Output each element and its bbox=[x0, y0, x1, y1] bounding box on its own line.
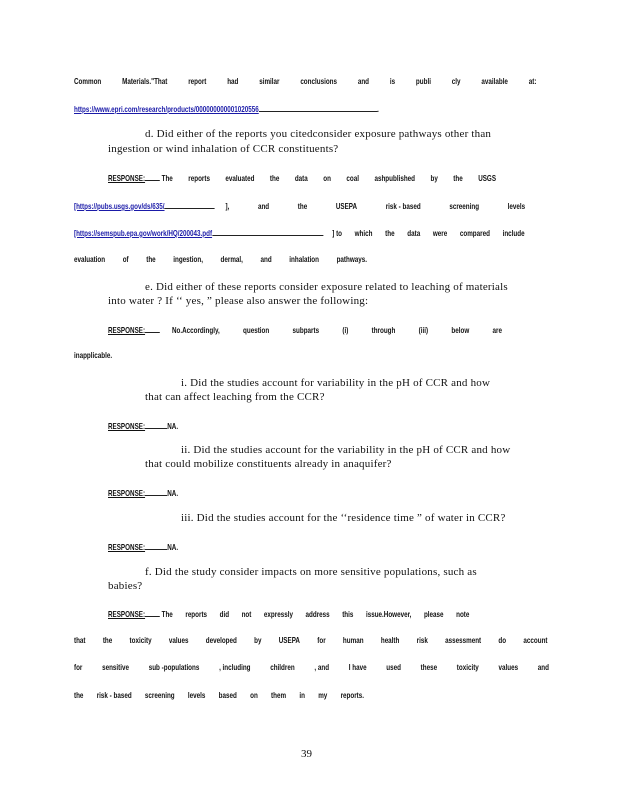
word: expressly bbox=[263, 609, 293, 619]
question-iii-line: iii. Did the studies account for the ‘‘residence time ” of water in CCR? bbox=[181, 512, 506, 524]
word: reports bbox=[185, 609, 208, 619]
word: The bbox=[161, 609, 173, 619]
response-label: RESPONSE: bbox=[108, 542, 146, 552]
word: the bbox=[269, 173, 280, 183]
response-label: RESPONSE: bbox=[108, 173, 146, 183]
response-line: inapplicable. bbox=[74, 350, 113, 360]
word: similar bbox=[259, 76, 280, 86]
word: the bbox=[453, 173, 463, 183]
word: sub -populations bbox=[148, 662, 200, 672]
word: children bbox=[270, 662, 295, 672]
na-text: NA. bbox=[167, 488, 179, 498]
word: USEPA bbox=[278, 635, 300, 645]
word: used bbox=[386, 662, 401, 672]
question-i-line: i. Did the studies account for variability in the pH of CCR and how bbox=[181, 377, 491, 389]
response-line bbox=[108, 323, 528, 335]
na-text: NA. bbox=[167, 421, 179, 431]
word: my bbox=[318, 690, 328, 700]
word: these bbox=[420, 662, 438, 672]
word: at: bbox=[528, 76, 537, 86]
word: the bbox=[74, 690, 84, 700]
response-line bbox=[74, 662, 549, 672]
word: pathways. bbox=[336, 254, 368, 264]
word: them bbox=[271, 690, 287, 700]
word: (i) bbox=[342, 325, 349, 335]
word: risk - based bbox=[96, 690, 132, 700]
word: I have bbox=[348, 662, 367, 672]
word: No.Accordingly, bbox=[171, 325, 220, 335]
word: the bbox=[297, 201, 308, 211]
epri-link[interactable]: https://www.epri.com/research/products/000000000001020556 bbox=[74, 104, 259, 114]
question-e-line: into water ? If ‘‘ yes, ” please also answer the following: bbox=[108, 295, 369, 307]
word: question bbox=[243, 325, 270, 335]
word: levels bbox=[507, 201, 526, 211]
word: in bbox=[299, 690, 305, 700]
word: note bbox=[456, 609, 470, 619]
word: did bbox=[219, 609, 230, 619]
word: USEPA bbox=[335, 201, 358, 211]
word: health bbox=[380, 635, 400, 645]
response-words bbox=[332, 228, 524, 238]
response-line bbox=[108, 607, 522, 619]
word: is bbox=[389, 76, 396, 86]
word: and bbox=[537, 662, 549, 672]
word: developed bbox=[205, 635, 237, 645]
word: ingestion, bbox=[173, 254, 203, 264]
word: inhalation bbox=[289, 254, 319, 264]
word: are bbox=[492, 325, 502, 335]
response-words bbox=[225, 201, 525, 211]
word: the bbox=[146, 254, 156, 264]
question-ii-line: that could mobilize constituents already in anaquifer? bbox=[145, 458, 392, 470]
word: , and bbox=[314, 662, 330, 672]
word: ], bbox=[225, 201, 230, 211]
word: below bbox=[451, 325, 470, 335]
response-label: RESPONSE: bbox=[108, 488, 146, 498]
word: report bbox=[188, 76, 207, 86]
word: data bbox=[294, 173, 308, 183]
response-line bbox=[74, 635, 548, 645]
word: and bbox=[357, 76, 370, 86]
text-line bbox=[74, 76, 537, 86]
response-line bbox=[108, 171, 520, 183]
word: by bbox=[254, 635, 262, 645]
response-line bbox=[108, 419, 178, 431]
word: do bbox=[498, 635, 507, 645]
word: ] to bbox=[332, 228, 343, 238]
word: the bbox=[102, 635, 113, 645]
word: USGS bbox=[478, 173, 497, 183]
word: screening bbox=[449, 201, 480, 211]
word: of bbox=[122, 254, 129, 264]
word: coal bbox=[346, 173, 359, 183]
text-line bbox=[74, 102, 400, 114]
word: publi bbox=[415, 76, 431, 86]
word: assessment bbox=[445, 635, 482, 645]
word: this bbox=[342, 609, 354, 619]
word: by bbox=[430, 173, 438, 183]
word: dermal, bbox=[220, 254, 243, 264]
word: levels bbox=[187, 690, 206, 700]
response-line bbox=[108, 540, 178, 552]
question-e-line: e. Did either of these reports consider exposure related to leaching of materials bbox=[145, 281, 508, 293]
word: values bbox=[168, 635, 189, 645]
word: through bbox=[371, 325, 396, 335]
response-line bbox=[74, 226, 548, 238]
word: had bbox=[227, 76, 239, 86]
word: evaluation bbox=[74, 254, 106, 264]
response-line bbox=[108, 486, 178, 498]
question-i-line: that can affect leaching from the CCR? bbox=[145, 391, 325, 403]
word: please bbox=[423, 609, 444, 619]
word: Materials."That bbox=[122, 76, 168, 86]
word: based bbox=[218, 690, 237, 700]
word: toxicity bbox=[456, 662, 479, 672]
question-d-line: d. Did either of the reports you citedconsider exposure pathways other than bbox=[145, 128, 492, 140]
question-f-line: babies? bbox=[108, 580, 143, 592]
word: on bbox=[250, 690, 258, 700]
word: that bbox=[74, 635, 86, 645]
word: the bbox=[385, 228, 395, 238]
word: for bbox=[317, 635, 326, 645]
response-label: RESPONSE: bbox=[108, 421, 146, 431]
word: and bbox=[260, 254, 272, 264]
question-f-line: f. Did the study consider impacts on more sensitive populations, such as bbox=[145, 566, 477, 578]
word: The bbox=[161, 173, 173, 183]
word: and bbox=[257, 201, 270, 211]
word: include bbox=[502, 228, 525, 238]
word: sensitive bbox=[102, 662, 130, 672]
word: not bbox=[241, 609, 252, 619]
response-line bbox=[74, 254, 367, 264]
question-ii-line: ii. Did the studies account for the variability in the pH of CCR and how bbox=[181, 444, 511, 456]
word: ashpublished bbox=[374, 173, 416, 183]
word: reports. bbox=[340, 690, 364, 700]
response-label: RESPONSE: bbox=[108, 609, 146, 619]
word: for bbox=[74, 662, 83, 672]
word: cly bbox=[451, 76, 461, 86]
response-label: RESPONSE: bbox=[108, 325, 146, 335]
word: screening bbox=[144, 690, 175, 700]
na-text: NA. bbox=[167, 542, 179, 552]
word: address bbox=[305, 609, 330, 619]
word: , including bbox=[219, 662, 251, 672]
word: human bbox=[342, 635, 364, 645]
response-line bbox=[74, 199, 548, 211]
usgs-link[interactable]: [https://pubs.usgs.gov/ds/635/ bbox=[74, 201, 165, 211]
word: issue.However, bbox=[365, 609, 412, 619]
word: subparts bbox=[292, 325, 320, 335]
epa-link[interactable]: [https://semspub.epa.gov/work/HQ/200043.pdf bbox=[74, 228, 213, 238]
response-words bbox=[172, 325, 502, 335]
period: . bbox=[377, 104, 379, 114]
word: data bbox=[407, 228, 421, 238]
page-number: 39 bbox=[301, 748, 312, 760]
word: evaluated bbox=[225, 173, 255, 183]
word: risk - based bbox=[385, 201, 421, 211]
word: on bbox=[323, 173, 331, 183]
word: reports bbox=[188, 173, 210, 183]
word: values bbox=[498, 662, 519, 672]
word: (iii) bbox=[418, 325, 429, 335]
word: toxicity bbox=[129, 635, 152, 645]
word: account bbox=[523, 635, 548, 645]
word: available bbox=[481, 76, 508, 86]
word: were bbox=[432, 228, 448, 238]
response-words bbox=[162, 609, 470, 619]
response-words bbox=[162, 173, 496, 183]
word: conclusions bbox=[300, 76, 338, 86]
word: which bbox=[354, 228, 373, 238]
question-d-line: ingestion or wind inhalation of CCR constituents? bbox=[108, 143, 339, 155]
word: compared bbox=[459, 228, 490, 238]
word: risk bbox=[416, 635, 428, 645]
word: Common bbox=[74, 76, 102, 86]
response-line bbox=[74, 690, 364, 700]
